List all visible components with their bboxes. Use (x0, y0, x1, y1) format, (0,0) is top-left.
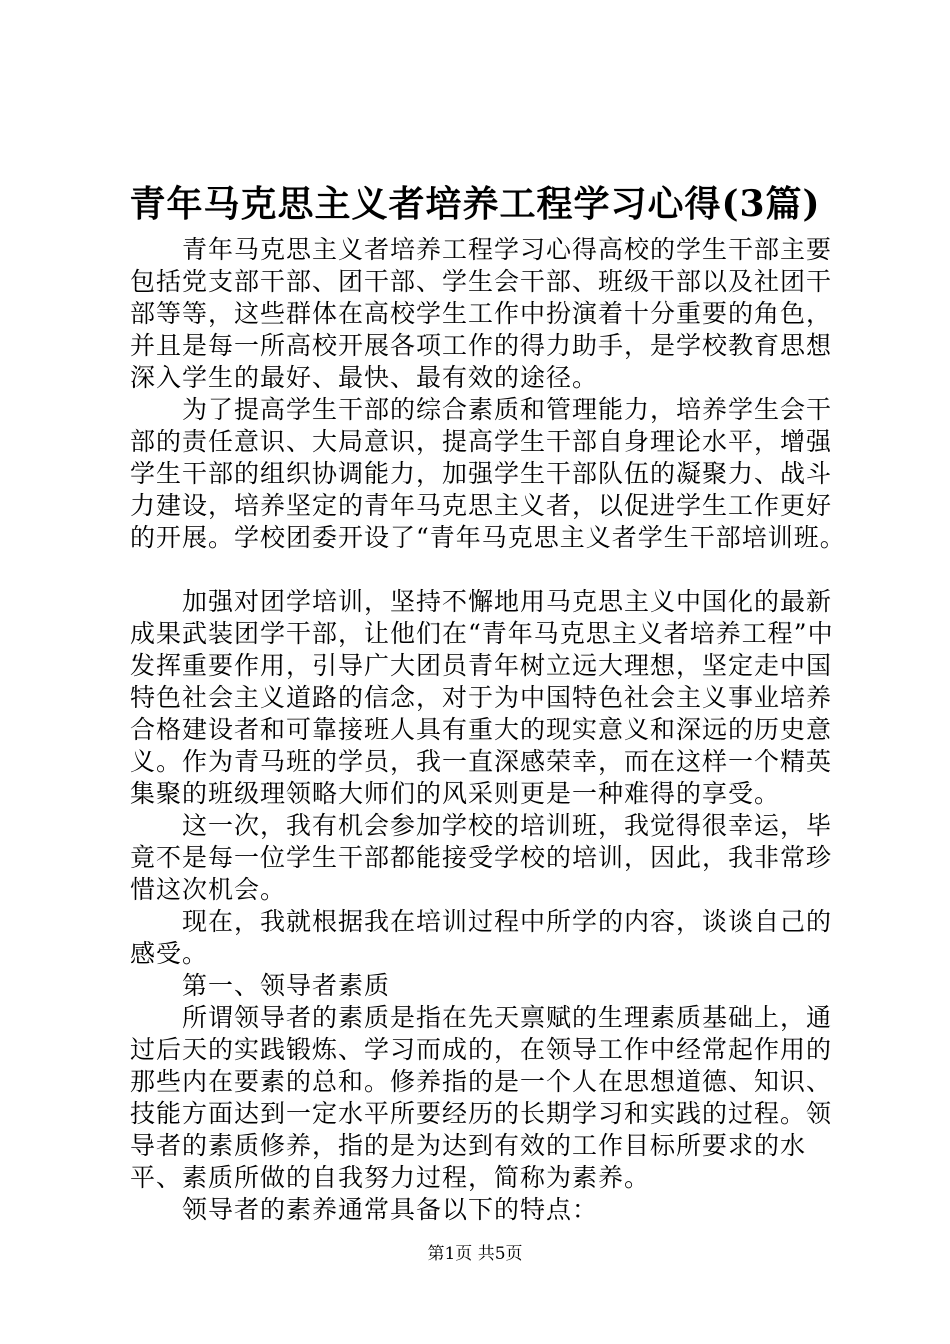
paragraph-training: 加强对团学培训，坚持不懈地用马克思主义中国化的最新成果武装团学干部，让他们在“青年马克思主义者培养工程”中发挥重要作用，引导广大团员青年树立远大理想，坚定走中国特色社会主义道路的信念，对于为中国特色社会主义事业培养合格建设者和可靠接班人具有重大的现实意义和深远的历史意义。作为青马班的学员，我一直深感荣幸，而在这样一个精英集聚的班级理领略大师们的风采则更是一种难得的享受。 (130, 587, 834, 808)
paragraph-gap (130, 554, 850, 586)
page-footer: 第1页 共5页 (427, 1244, 523, 1264)
paragraph-definition: 所谓领导者的素质是指在先天禀赋的生理素质基础上，通过后天的实践锻炼、学习而成的，在领导工作中经常起作用的那些内在要素的总和。修养指的是一个人在思想道德、知识、技能方面达到一定水平所要经历的长期学习和实践的过程。领导者的素质修养，指的是为达到有效的工作目标所要求的水平、素质所做的自我努力过程，简称为素养。 (130, 1003, 833, 1192)
paragraph-feelings: 现在，我就根据我在培训过程中所学的内容，谈谈自己的感受。 (130, 907, 833, 968)
paragraph-purpose: 为了提高学生干部的综合素质和管理能力，培养学生会干部的责任意识、大局意识，提高学生干部自身理论水平，增强学生干部的组织协调能力，加强学生干部队伍的凝聚力、战斗力建设，培养坚定的青年马克思主义者，以促进学生工作更好的开展。学校团委开设了“青年马克思主义者学生干部培训班。 (130, 395, 846, 552)
document-body (130, 234, 850, 1226)
paragraph-opportunity: 这一次，我有机会参加学校的培训班，我觉得很幸运，毕竟不是每一位学生干部都能接受学校的培训，因此，我非常珍惜这次机会。 (130, 811, 833, 904)
paragraph-intro: 青年马克思主义者培养工程学习心得高校的学生干部主要包括党支部干部、团干部、学生会干部、班级干部以及社团干部等等，这些群体在高校学生工作中扮演着十分重要的角色，并且是每一所高校开展各项工作的得力助手，是学校教育思想深入学生的最好、最快、最有效的途径。 (130, 235, 833, 392)
paragraph-characteristics: 领导者的素养通常具备以下的特点： (182, 1195, 599, 1224)
section-heading-leader-quality: 第一、领导者素质 (182, 971, 391, 1000)
document-title: 青年马克思主义者培养工程学习心得(3篇) (129, 183, 821, 225)
